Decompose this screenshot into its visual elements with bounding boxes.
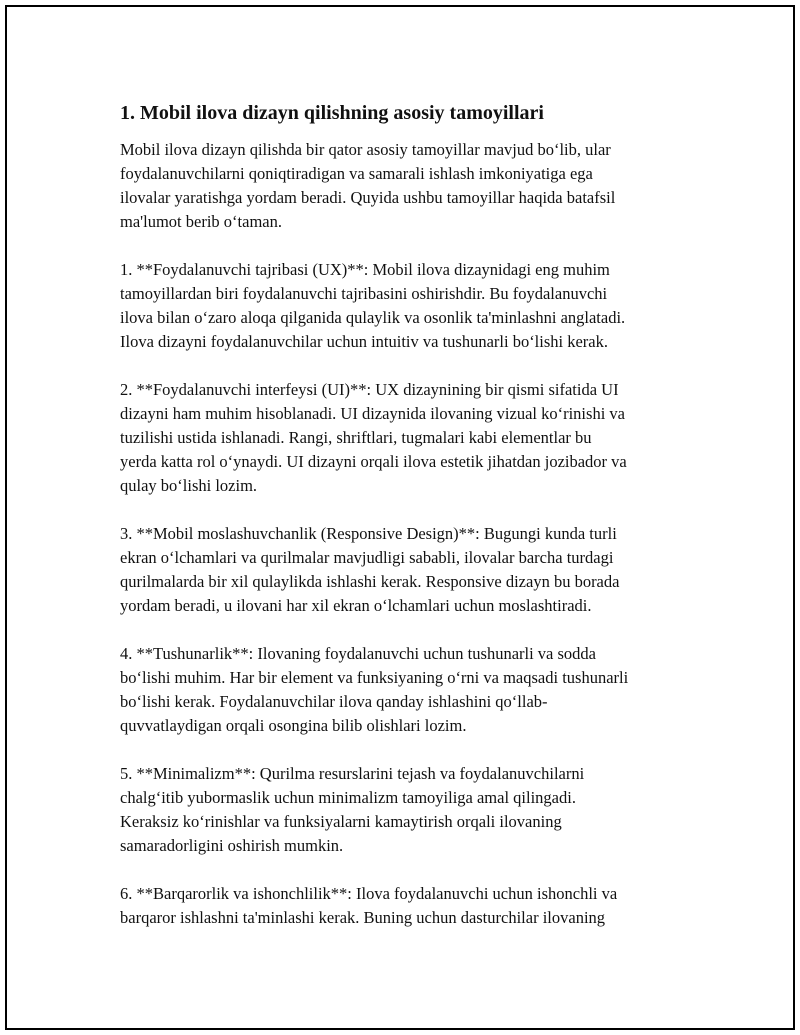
text-line: bo‘lishi muhim. Har bir element va funksiyaning o‘rni va maqsadi tushunarli [120,668,629,687]
text-line: bo‘lishi kerak. Foydalanuvchilar ilova qanday ishlashini qo‘llab- [120,692,548,711]
text-line: samaradorligini oshirish mumkin. [120,836,344,855]
text-line: 3. **Mobil moslashuvchanlik (Responsive Design)**: Bugungi kunda turli [120,524,617,543]
text-line: quvvatlaydigan orqali osongina bilib olishlari lozim. [120,716,467,735]
section-heading: 1. Mobil ilova dizayn qilishning asosiy tamoyillari [120,102,544,124]
text-line: 2. **Foydalanuvchi interfeysi (UI)**: UX dizaynining bir qismi sifatida UI [120,380,619,399]
principle-ux-paragraph [120,258,700,354]
text-line: Mobil ilova dizayn qilishda bir qator asosiy tamoyillar mavjud bo‘lib, ular [120,140,611,159]
text-line: 5. **Minimalizm**: Qurilma resurslarini tejash va foydalanuvchilarni [120,764,585,783]
principle-minimalism-paragraph [120,762,700,858]
document-body [120,100,700,954]
principle-stability-paragraph [120,882,700,930]
text-line: barqaror ishlashni ta'minlashi kerak. Buning uchun dasturchilar ilovaning [120,908,606,927]
text-line: yordam beradi, u ilovani har xil ekran o‘lchamlari uchun moslashtiradi. [120,596,592,615]
text-line: ma'lumot berib o‘taman. [120,212,282,231]
text-line: foydalanuvchilarni qoniqtiradigan va samarali ishlash imkoniyatiga ega [120,164,593,183]
text-line: ilova bilan o‘zaro aloqa qilganida qulaylik va osonlik ta'minlashni anglatadi. [120,308,626,327]
text-line: 4. **Tushunarlik**: Ilovaning foydalanuvchi uchun tushunarli va sodda [120,644,596,663]
text-line: Keraksiz ko‘rinishlar va funksiyalarni kamaytirish orqali ilovaning [120,812,562,831]
text-line: tamoyillardan biri foydalanuvchi tajribasini oshirishdir. Bu foydalanuvchi [120,284,608,303]
text-line: ekran o‘lchamlari va qurilmalar mavjudligi sababli, ilovalar barcha turdagi [120,548,614,567]
text-line: ilovalar yaratishga yordam beradi. Quyida ushbu tamoyillar haqida batafsil [120,188,616,207]
text-line: yerda katta rol o‘ynaydi. UI dizayni orqali ilova estetik jihatdan jozibador va [120,452,627,471]
text-line: chalg‘itib yubormaslik uchun minimalizm tamoyiliga amal qilingadi. [120,788,576,807]
principle-responsive-paragraph [120,522,700,618]
text-line: 6. **Barqarorlik va ishonchlilik**: Ilova foydalanuvchi uchun ishonchli va [120,884,618,903]
text-line: tuzilishi ustida ishlanadi. Rangi, shriftlari, tugmalari kabi elementlar bu [120,428,592,447]
text-line: 1. **Foydalanuvchi tajribasi (UX)**: Mobil ilova dizaynidagi eng muhim [120,260,610,279]
principle-clarity-paragraph [120,642,700,738]
text-line: Ilova dizayni foydalanuvchilar uchun intuitiv va tushunarli bo‘lishi kerak. [120,332,608,351]
text-line: qurilmalarda bir xil qulaylikda ishlashi kerak. Responsive dizayn bu borada [120,572,620,591]
page-frame [5,5,795,1030]
text-line: dizayni ham muhim hisoblanadi. UI dizaynida ilovaning vizual ko‘rinishi va [120,404,625,423]
text-line: qulay bo‘lishi lozim. [120,476,258,495]
principle-ui-paragraph [120,378,700,498]
intro-paragraph [120,138,700,234]
